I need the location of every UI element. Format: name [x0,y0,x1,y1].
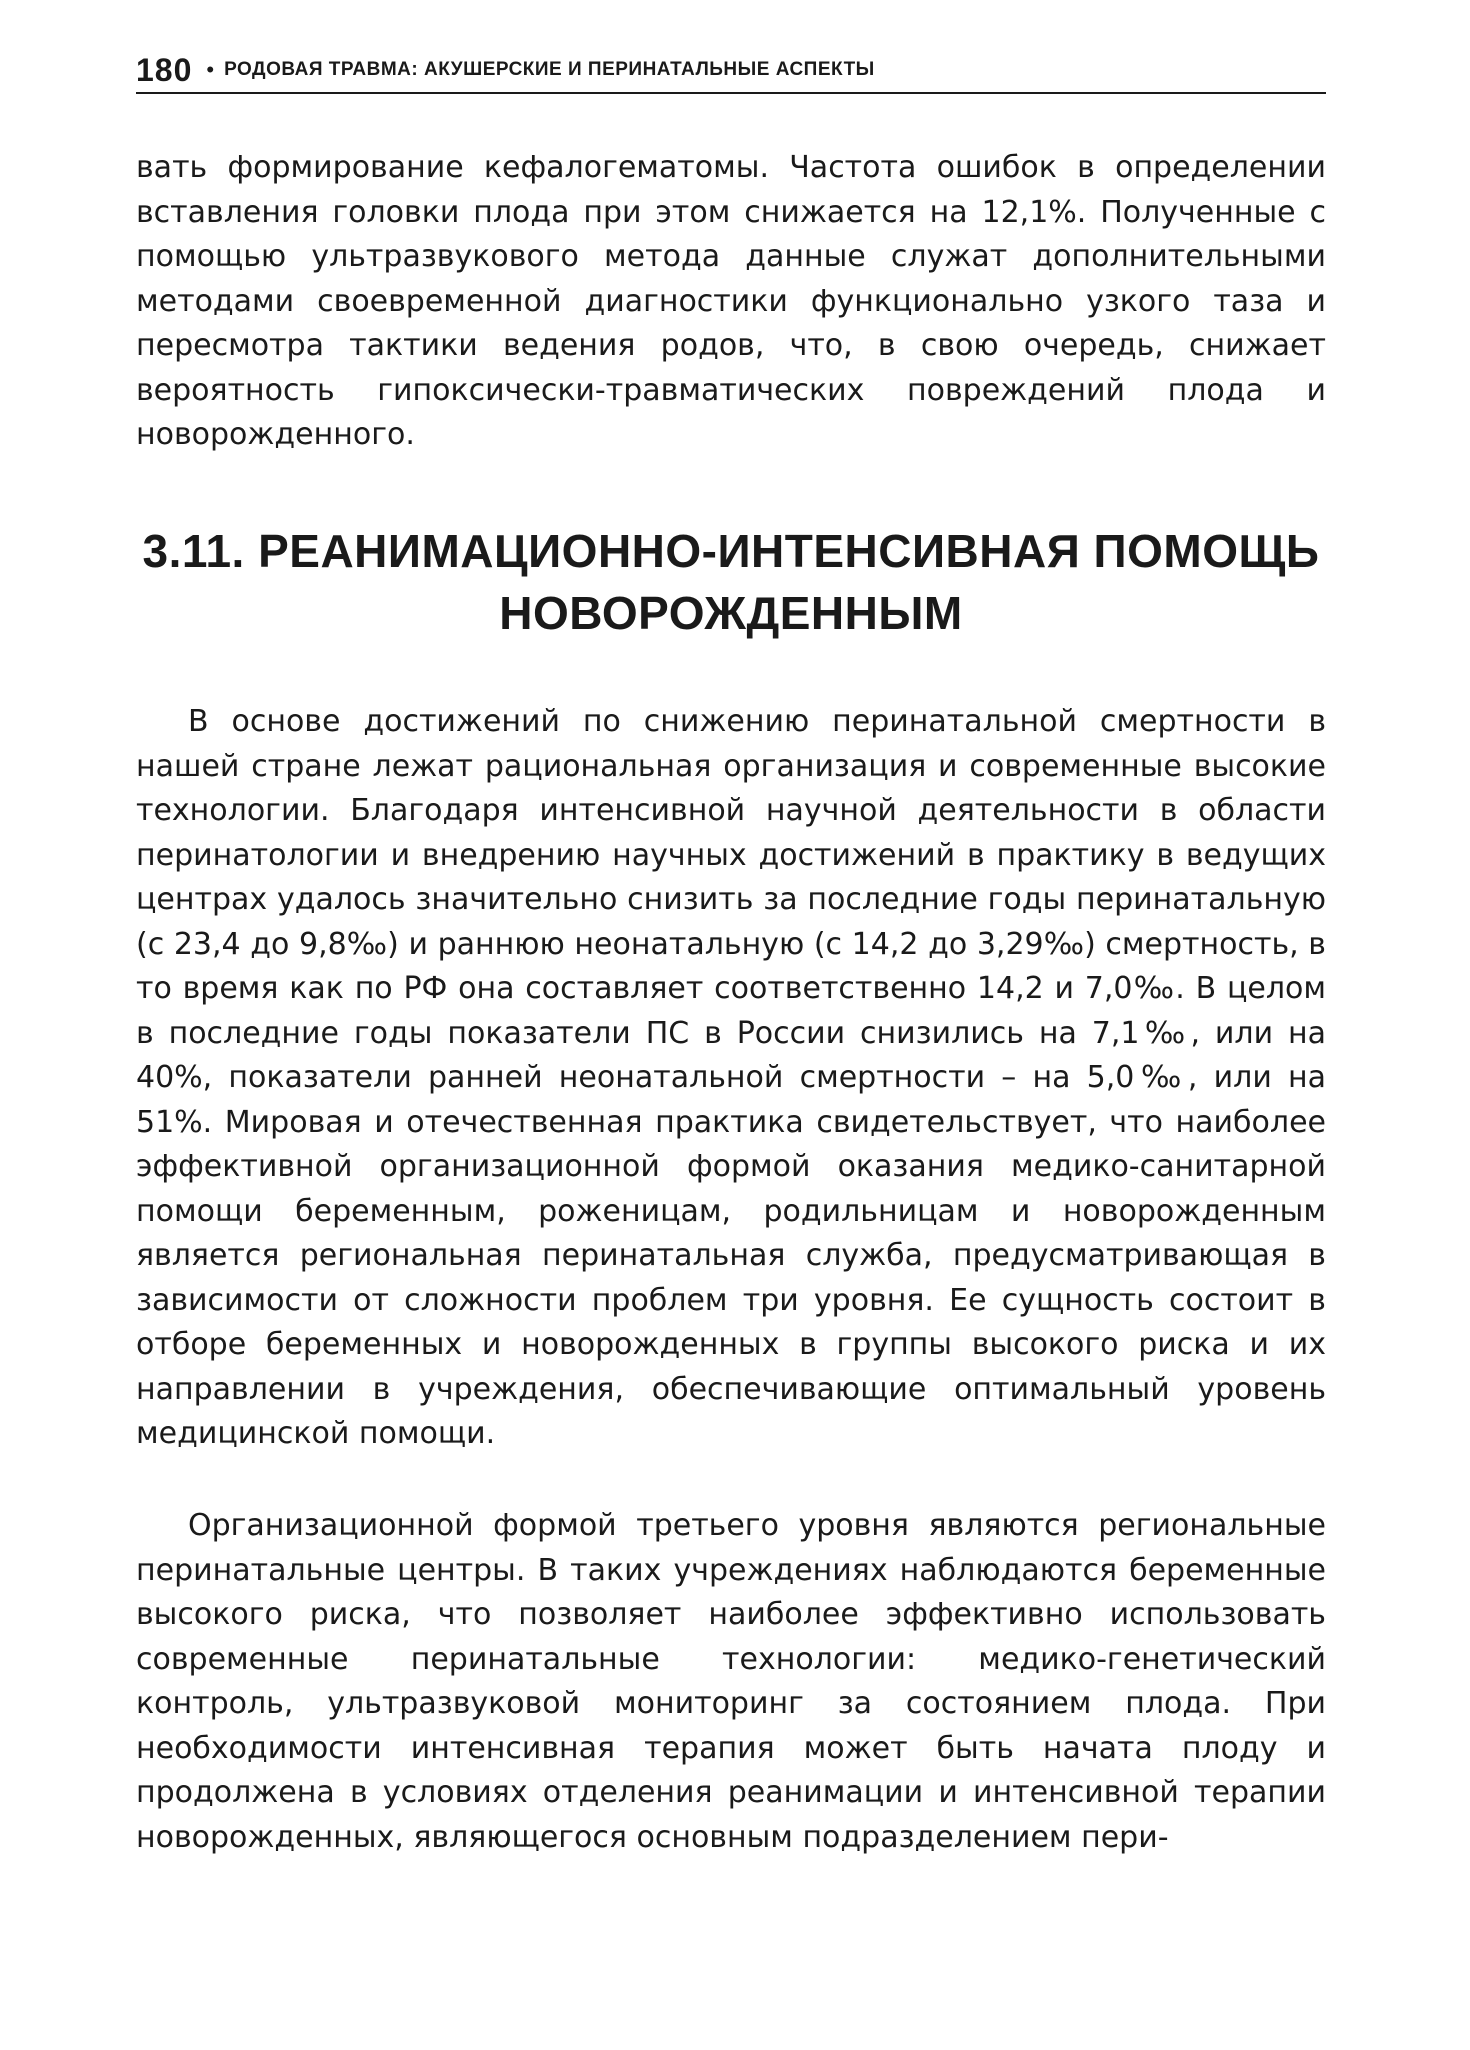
header-bullet: • [206,57,215,82]
section-heading [136,520,1326,644]
paragraph-continued: вать формирование кефалогематомы. Частота ошибок в определении вставления головки плода при этом снижается на 12,1%. Полученные с помощью ультразвукового метода данные служат дополнительными методами своевременной диагностики функционально узкого таза и пересмотра тактики ведения родов, что, в свою очередь, снижает вероятность гипоксически-травматических повреждений плода и новорожденного. [136,150,1326,452]
running-header-title: РОДОВАЯ ТРАВМА: АКУШЕРСКИЕ И ПЕРИНАТАЛЬНЫЕ АСПЕКТЫ [224,59,875,80]
paragraph-perinatal-mortality: В основе достижений по снижению перинатальной смертности в нашей стране лежат рациональная организация и современные высокие технологии. Благодаря интенсивной научной деятельности в области перинатологии и внедрению научных достижений в практику в ведущих центрах удалось значительно снизить за последние годы перинатальную (с 23,4 до 9,8‰) и раннюю неонатальную (с 14,2 до 3,29‰) смертность, в то время как по РФ она составляет соответственно 14,2 и 7,0‰. В целом в последние годы показатели ПС в России снизились на 7,1‰, или на 40%, показатели ранней неонатальной смертности – на 5,0‰, или на 51%. Мировая и отечественная практика свидетельствует, что наиболее эффективной организационной формой оказания медико-санитарной помощи беременным, роженицам, родильницам и новорожденным является региональная перинатальная служба, предусматривающая в зависимости от сложности проблем три уровня. Ее сущность состоит в отборе беременных и новорожденных в группы высокого риска и их направлении в учреждения, обеспечивающие оптимальный уровень медицинской помощи. [136,704,1326,1451]
paragraph-perinatal-centers: Организационной формой третьего уровня являются региональные перинатальные центры. В таких учреждениях наблюдаются беременные высокого риска, что позволяет наиболее эффективно использовать современные перинатальные технологии: медико-генетический контроль, ультразвуковой мониторинг за состоянием плода. При необходимости интенсивная терапия может быть начата плоду и продолжена в условиях отделения реанимации и интенсивной терапии новорожденных, являющегося основным подразделением пери- [136,1508,1326,1855]
page-number: 180 [136,51,193,88]
section-heading-line-2: НОВОРОЖДЕННЫМ [499,587,963,639]
section-heading-line-1: 3.11. РЕАНИМАЦИОННО-ИНТЕНСИВНАЯ ПОМОЩЬ [142,525,1320,577]
running-header [136,48,1326,94]
